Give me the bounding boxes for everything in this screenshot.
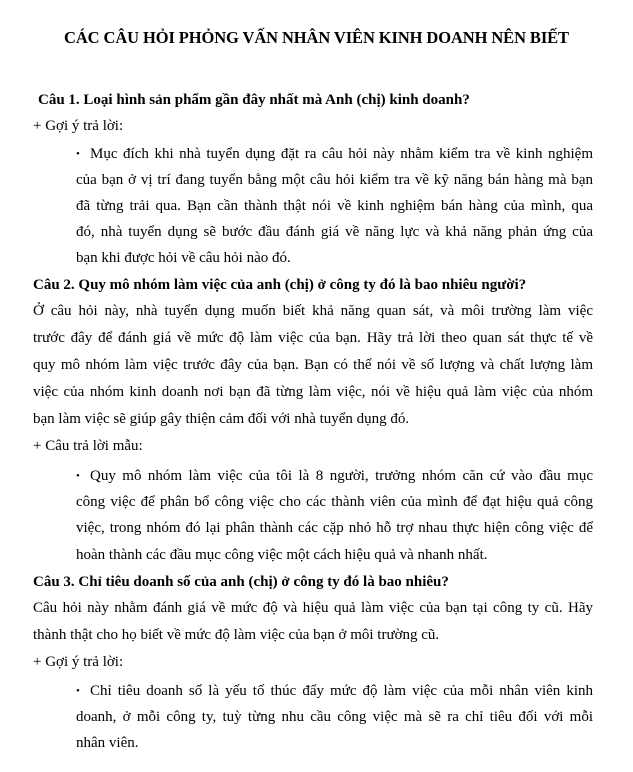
q2-intro-line: bạn làm việc sẽ giúp gây thiện cảm đối với nhà tuyển dụng đó.: [33, 411, 410, 427]
q1-answer-line: của bạn ở vị trí đang tuyển bằng một câu hỏi kiểm tra về kỹ năng bán hàng mà bạn: [76, 172, 593, 188]
q2-answer-line: hoàn thành các đầu mục công việc một cách hiệu quả và nhanh nhất.: [76, 547, 488, 563]
q1-answer-line: đã từng trải qua. Bạn cần thành thật nói về kinh nghiệm bán hàng của mình, qua: [76, 198, 593, 214]
q2-intro-line: Ở câu hỏi này, nhà tuyển dụng muốn biết khả năng quan sát, và môi trường làm việc: [33, 303, 593, 319]
q2-intro-line: việc của nhóm kinh doanh nơi bạn đã từng làm việc, nói về hiệu quả làm việc của nhóm: [33, 384, 593, 400]
q2-answer-line: Quy mô nhóm làm việc của tôi là 8 người, trưởng nhóm căn cứ vào đầu mục: [90, 468, 593, 484]
q1-bullet: •: [76, 148, 80, 160]
q1-answer-line: đó, nhà tuyển dụng sẽ bước đầu đánh giá về năng lực và khả năng phản ứng của: [76, 224, 593, 240]
document-title: CÁC CÂU HỎI PHỎNG VẤN NHÂN VIÊN KINH DOANH NÊN BIẾT: [64, 28, 569, 47]
q2-bullet: •: [76, 470, 80, 482]
q3-bullet: •: [76, 685, 80, 697]
q2-intro-line: quy mô nhóm làm việc trước đây của bạn. Bạn có thể nói về số lượng và chất lượng làm: [33, 357, 593, 373]
q3-hint-label: + Gợi ý trả lời:: [33, 654, 124, 670]
q2-answer-line: việc, trong nhóm đó lại phân thành các cặp nhỏ hỗ trợ nhau thực hiện công việc để: [76, 520, 593, 536]
q2-heading: Câu 2. Quy mô nhóm làm việc của anh (chị) ở công ty đó là bao nhiêu người?: [33, 277, 527, 293]
q3-heading: Câu 3. Chỉ tiêu doanh số của anh (chị) ở công ty đó là bao nhiêu?: [33, 574, 449, 590]
q2-intro-line: trước đây để đánh giá về mức độ làm việc của bạn. Hãy trả lời theo quan sát thực tế về: [33, 330, 593, 346]
q3-intro-line: thành thật cho họ biết về mức độ làm việc của bạn ở môi trường cũ.: [33, 627, 440, 643]
q2-sample-label: + Câu trả lời mẫu:: [33, 438, 143, 454]
q3-answer-line: doanh, ở mỗi công ty, tuỳ từng nhu cầu công việc mà sẽ ra chỉ tiêu đối với mỗi: [76, 709, 593, 725]
q1-answer-line: Mục đích khi nhà tuyển dụng đặt ra câu hỏi này nhằm kiểm tra về kinh nghiệm: [90, 146, 593, 162]
q1-heading: Câu 1. Loại hình sản phẩm gần đây nhất mà Anh (chị) kinh doanh?: [38, 92, 470, 108]
q3-intro-line: Câu hỏi này nhằm đánh giá về mức độ và hiệu quả làm việc của bạn tại công ty cũ. Hãy: [33, 600, 593, 616]
q3-answer-line: nhân viên.: [76, 735, 139, 751]
q2-answer-line: công việc để phân bổ công việc cho các thành viên của mình để đạt hiệu quả công: [76, 494, 593, 510]
q3-answer-line: Chỉ tiêu doanh số là yếu tố thúc đẩy mức độ làm việc của mỗi nhân viên kinh: [90, 683, 593, 699]
q1-hint-label: + Gợi ý trả lời:: [33, 118, 124, 134]
q1-answer-line: bạn khi được hỏi về câu hỏi nào đó.: [76, 250, 291, 266]
